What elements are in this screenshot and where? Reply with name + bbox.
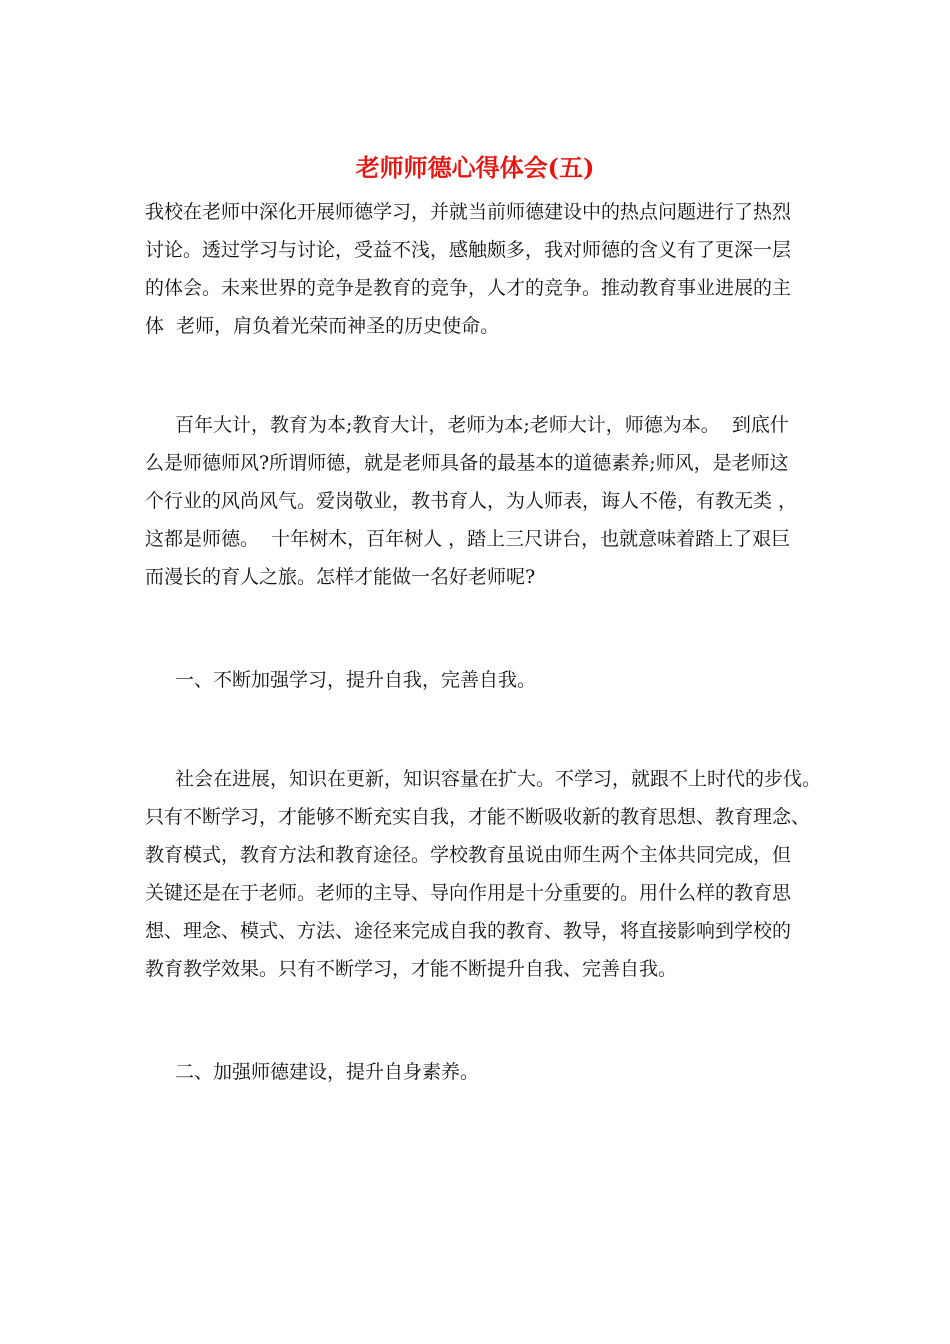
text-line: 百年大计，教育为本;教育大计，老师为本;老师大计，师德为本。 到底什 xyxy=(175,414,789,436)
section-heading-text: 一、不断加强学习，提升自我，完善自我。 xyxy=(175,669,537,691)
section-heading-1 xyxy=(145,661,815,699)
text-line: 教育教学效果。只有不断学习，才能不断提升自我、完善自我。 xyxy=(145,958,678,980)
text-line: 个行业的风尚风气。爱岗敬业，教书育人，为人师表，诲人不倦，有教无类 ， xyxy=(145,490,798,512)
text-line: 体 老师，肩负着光荣而神圣的历史使命。 xyxy=(145,315,500,337)
text-line: 关键还是在于老师。老师的主导、导向作用是十分重要的。用什么样的教育思 xyxy=(145,882,792,904)
text-line: 只有不断学习，才能够不断充实自我，才能不断吸收新的教育思想、教育理念、 xyxy=(145,806,811,828)
paragraph-intro xyxy=(145,193,815,345)
text-line: 的体会。未来世界的竞争是教育的竞争，人才的竞争。推动教育事业进展的主 xyxy=(145,277,792,299)
text-line: 想、理念、模式、方法、途径来完成自我的教育、教导，将直接影响到学校的 xyxy=(145,920,792,942)
text-line: 么是师德师风?所谓师德，就是老师具备的最基本的道德素养;师风，是老师这 xyxy=(145,452,789,474)
text-line: 讨论。透过学习与讨论，受益不浅，感触颇多，我对师德的含义有了更深一层 xyxy=(145,239,792,261)
paragraph-teacher-ethics xyxy=(145,406,815,596)
text-line: 教育模式，教育方法和教育途径。学校教育虽说由师生两个主体共同完成，但 xyxy=(145,844,792,866)
text-line: 而漫长的育人之旅。怎样才能做一名好老师呢? xyxy=(145,566,536,588)
section-heading-text: 二、加强师德建设，提升自身素养。 xyxy=(175,1061,480,1083)
text-line: 社会在进展，知识在更新，知识容量在扩大。不学习，就跟不上时代的步伐。 xyxy=(175,768,822,790)
text-line: 我校在老师中深化开展师德学习，并就当前师德建设中的热点问题进行了热烈 xyxy=(145,201,792,223)
document-title: 老师师德心得体会(五) xyxy=(355,153,595,182)
paragraph-learning xyxy=(145,760,822,988)
text-line: 这都是师德。 十年树木，百年树人 ，踏上三尺讲台，也就意味着踏上了艰巨 xyxy=(145,528,791,550)
section-heading-2 xyxy=(145,1053,815,1091)
